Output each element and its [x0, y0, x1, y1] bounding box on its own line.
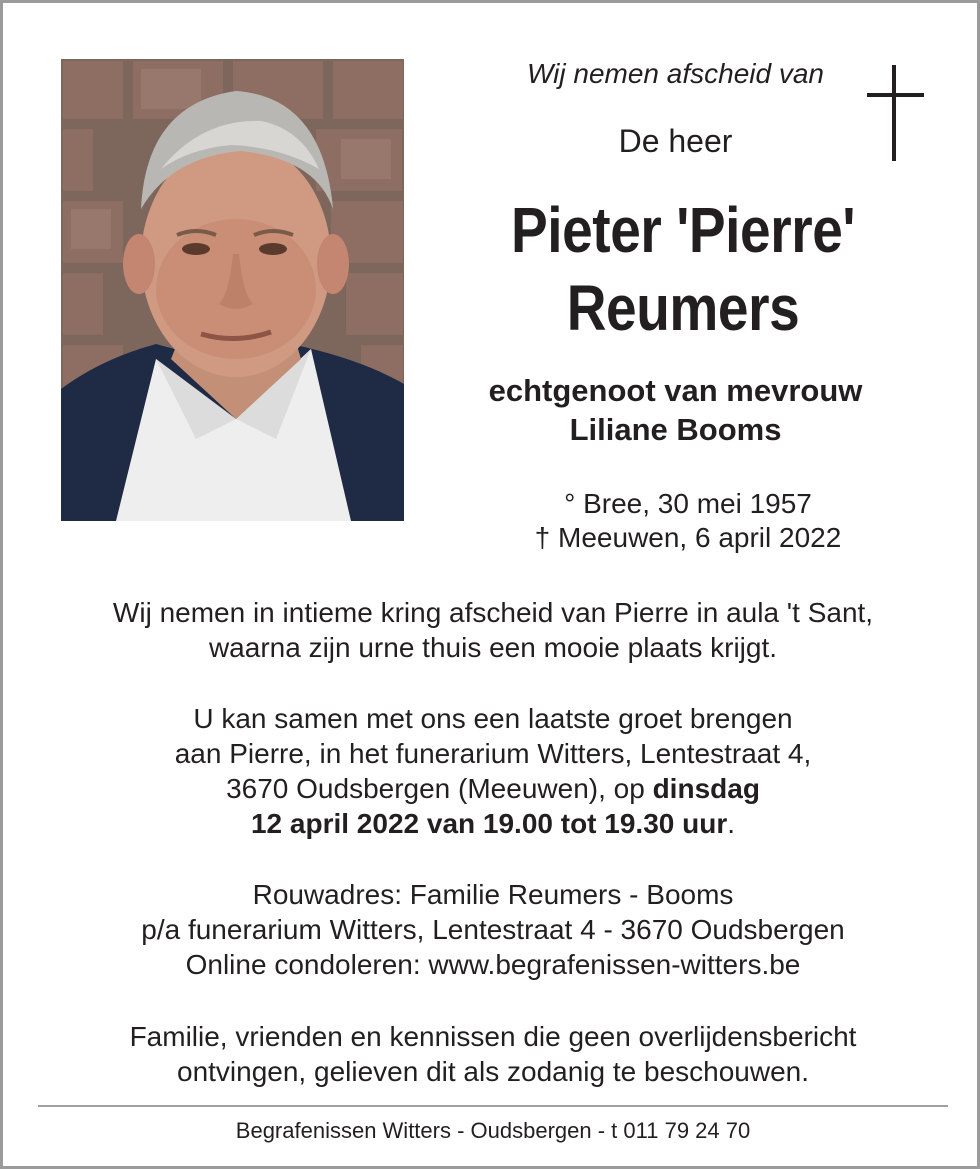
ceremony-paragraph: [33, 595, 953, 665]
visitation-line-1: U kan samen met ons een laatste groet brengen: [193, 703, 793, 734]
mourning-address: [33, 877, 953, 982]
visitation-paragraph: [33, 701, 953, 841]
visitation-line-3: [33, 771, 953, 806]
spouse-line-2: Liliane Booms: [569, 412, 782, 447]
life-dates: [473, 487, 903, 555]
deceased-name: [477, 191, 890, 347]
ceremony-line-2: waarna zijn urne thuis een mooie plaats krijgt.: [208, 632, 778, 663]
portrait-photo: [61, 59, 404, 521]
birth-date: ° Bree, 30 mei 1957: [564, 488, 812, 519]
ceremony-line-1: Wij nemen in intieme kring afscheid van Pierre in aula 't Sant,: [112, 597, 874, 628]
title-prefix: De heer: [618, 123, 733, 159]
spouse-info: [423, 371, 928, 449]
visitation-period: .: [727, 808, 736, 839]
address-street: p/a funerarium Witters, Lentestraat 4 - 3670 Oudsbergen: [141, 914, 845, 945]
visitation-day: dinsdag: [652, 773, 760, 804]
footer-divider: [38, 1105, 948, 1107]
address-family: Rouwadres: Familie Reumers - Booms: [252, 879, 734, 910]
footer-funeral-home: Begrafenissen Witters - Oudsbergen - t 011 79 24 70: [235, 1118, 751, 1143]
visitation-datetime: 12 april 2022 van 19.00 tot 19.30 uur: [250, 808, 728, 839]
intro-text: Wij nemen afscheid van: [526, 58, 824, 89]
name-line-1: Pieter 'Pierre': [510, 194, 856, 266]
visitation-place: 3670 Oudsbergen (Meeuwen), op: [226, 773, 653, 804]
visitation-line-2: aan Pierre, in het funerarium Witters, Lentestraat 4,: [174, 738, 812, 769]
closing-line-1: Familie, vrienden en kennissen die geen overlijdensbericht: [129, 1021, 857, 1052]
closing-paragraph: [33, 1019, 953, 1089]
name-line-2: Reumers: [566, 272, 800, 344]
closing-line-2: ontvingen, gelieven dit als zodanig te beschouwen.: [177, 1056, 809, 1087]
death-date: † Meeuwen, 6 april 2022: [534, 522, 842, 553]
online-condolence: Online condoleren: www.begrafenissen-witters.be: [185, 949, 801, 980]
visitation-line-4: [33, 806, 953, 841]
spouse-line-1: echtgenoot van mevrouw: [488, 373, 863, 408]
